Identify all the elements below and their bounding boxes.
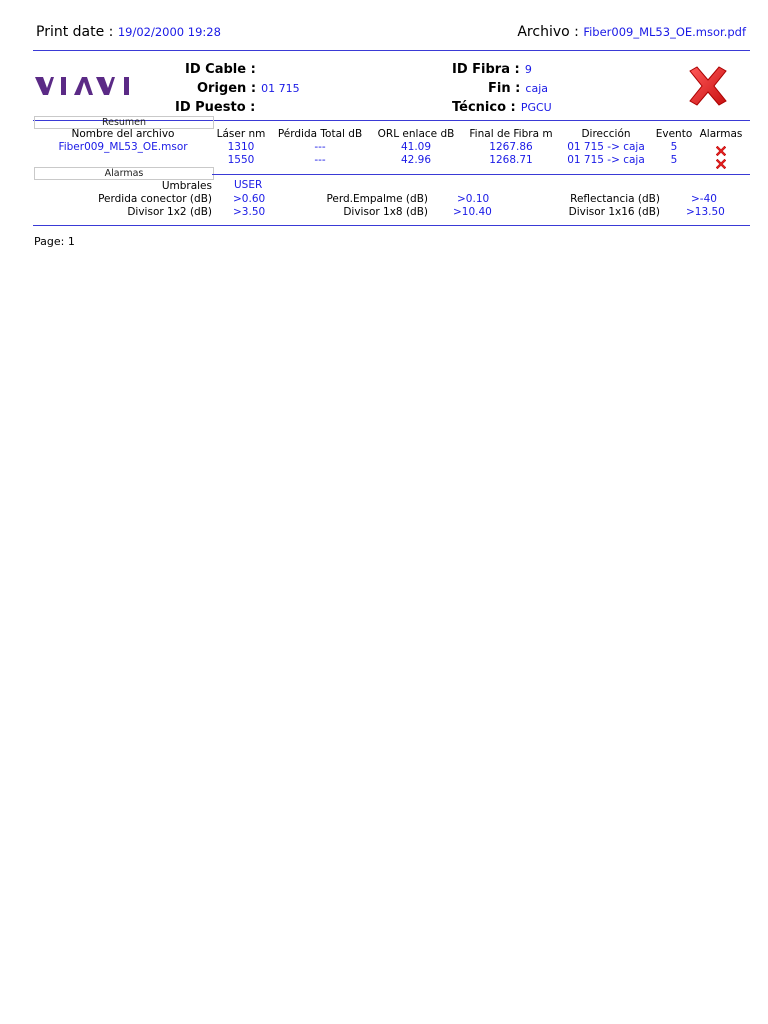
row-direction: 01 715 -> caja — [567, 141, 645, 153]
page-number: Page: 1 — [34, 235, 75, 248]
print-date-label: Print date : — [36, 24, 114, 40]
col-header-event: Evento — [655, 128, 693, 140]
origen — [197, 77, 300, 96]
perd-empalme-value: >0.10 — [457, 193, 490, 205]
row-end: 1267.86 — [489, 141, 533, 153]
col-header-filename: Nombre del archivo — [71, 128, 175, 140]
row-event: 5 — [670, 141, 678, 153]
row-loss: --- — [314, 141, 326, 153]
divisor-1x8-value: >10.40 — [453, 206, 492, 218]
overall-fail-icon — [686, 65, 730, 111]
umbrales-label: Umbrales — [161, 180, 212, 192]
tecnico-label: Técnico : — [452, 100, 516, 115]
row-laser: 1550 — [227, 154, 255, 166]
col-header-orl: ORL enlace dB — [377, 128, 455, 140]
row-direction: 01 715 -> caja — [567, 154, 645, 166]
col-header-alarms: Alarmas — [699, 128, 743, 140]
divisor-1x2-value: >3.50 — [233, 206, 266, 218]
umbrales-value: USER — [234, 179, 263, 191]
col-header-laser: Láser nm — [216, 128, 266, 140]
resumen-filename: Fiber009_ML53_OE.msor — [58, 141, 188, 153]
divisor-1x8-label: Divisor 1x8 (dB) — [343, 206, 428, 218]
row-orl: 41.09 — [400, 141, 432, 153]
alarm-fail-icon — [715, 155, 727, 174]
id-puesto-label: ID Puesto : — [175, 100, 256, 115]
col-header-loss: Pérdida Total dB — [277, 128, 363, 140]
row-loss: --- — [314, 154, 326, 166]
row-event: 5 — [670, 154, 678, 166]
perdida-conector-label: Perdida conector (dB) — [98, 193, 212, 205]
print-date-value: 19/02/2000 19:28 — [117, 25, 221, 39]
alarmas-bottom-divider — [33, 225, 750, 226]
header-divider — [33, 50, 750, 51]
tecnico-value: PGCU — [520, 101, 552, 114]
alarmas-divider — [212, 174, 750, 175]
perd-empalme-label: Perd.Empalme (dB) — [326, 193, 428, 205]
resumen-section-label: Resumen — [34, 116, 214, 129]
origen-value: 01 715 — [261, 82, 300, 95]
divisor-1x2-label: Divisor 1x2 (dB) — [127, 206, 212, 218]
id-fibra-label: ID Fibra : — [452, 62, 520, 77]
fin-value: caja — [525, 82, 549, 95]
id-cable — [185, 58, 256, 77]
origen-label: Origen : — [197, 81, 257, 96]
archivo-label: Archivo : — [517, 24, 579, 40]
divisor-1x16-value: >13.50 — [686, 206, 725, 218]
row-end: 1268.71 — [489, 154, 533, 166]
col-header-end: Final de Fibra m — [469, 128, 553, 140]
reflectancia-label: Reflectancia (dB) — [570, 193, 660, 205]
id-puesto — [175, 96, 255, 115]
perdida-conector-value: >0.60 — [233, 193, 266, 205]
tecnico — [452, 96, 552, 115]
fin-label: Fin : — [488, 81, 521, 96]
id-cable-label: ID Cable : — [185, 62, 256, 77]
archivo-value: Fiber009_ML53_OE.msor.pdf — [583, 25, 746, 39]
reflectancia-value: >-40 — [691, 193, 717, 205]
id-fibra-value: 9 — [524, 63, 532, 76]
print-date — [36, 24, 221, 40]
viavi-logo-icon — [35, 76, 139, 96]
alarmas-section-label: Alarmas — [34, 167, 214, 180]
viavi-logo — [35, 76, 139, 100]
row-laser: 1310 — [227, 141, 255, 153]
divisor-1x16-label: Divisor 1x16 (dB) — [568, 206, 660, 218]
row-orl: 42.96 — [400, 154, 432, 166]
archivo — [517, 24, 746, 40]
id-fibra — [452, 58, 532, 77]
col-header-direction: Dirección — [581, 128, 631, 140]
fin — [488, 77, 548, 96]
